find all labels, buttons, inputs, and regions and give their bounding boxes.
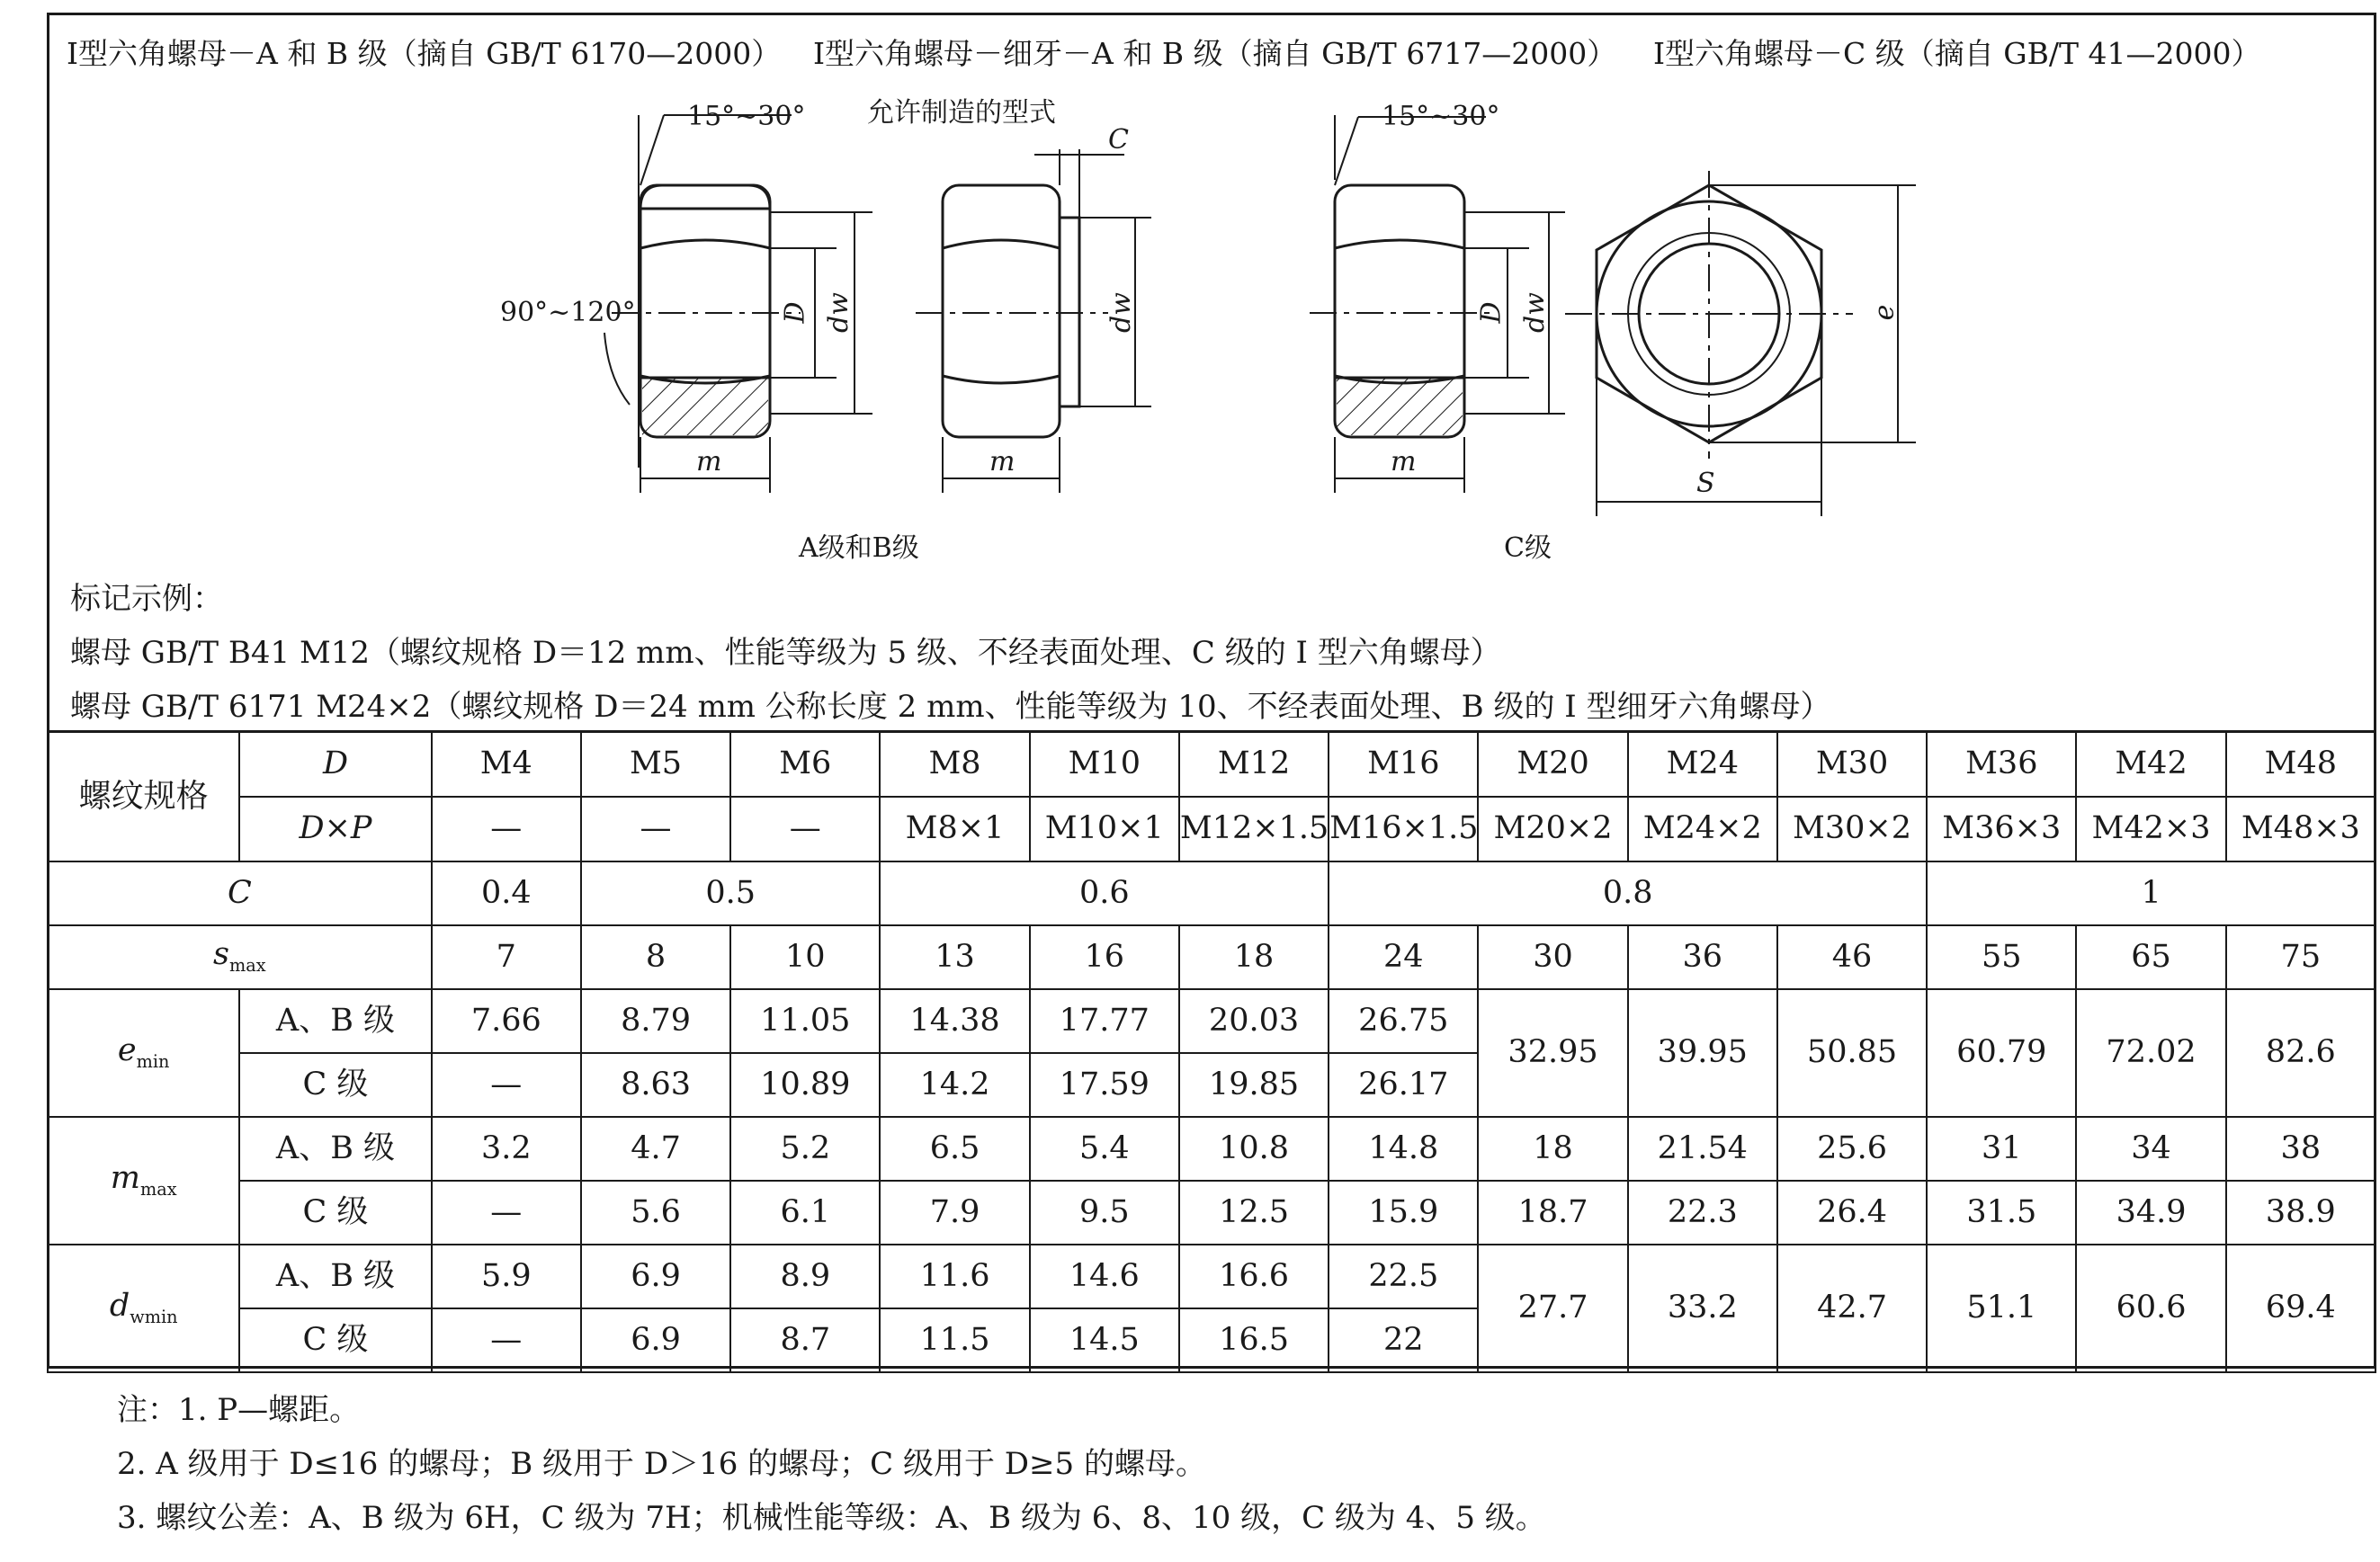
marking-example-title: 标记示例： [70, 581, 223, 617]
dim-S: S [1696, 468, 1715, 499]
note-3: 3. 螺纹公差：A、B 级为 6H，C 级为 7H；机械性能等级：A、B 级为 6、8、10 级，C 级为 4、5 级。 [117, 1500, 1546, 1536]
row-DxP-header: D×P [239, 797, 431, 861]
dim-e: e [1868, 304, 1901, 321]
cell: 6.9 [581, 1308, 730, 1372]
cell: — [432, 1308, 581, 1372]
row-s-header [48, 925, 432, 989]
cell: 42.7 [1777, 1245, 1927, 1372]
cell: — [581, 797, 730, 861]
header-fine-thread: Ⅰ型六角螺母－细牙－A 和 B 级（摘自 GB/T 6717—2000） [813, 36, 1617, 71]
s-symbol: s [213, 936, 230, 973]
dim-D-c: D [1475, 301, 1508, 324]
cell: M20 [1478, 732, 1627, 797]
cell: 9.5 [1030, 1181, 1179, 1245]
bearing-angle-label: 90°~120° [500, 297, 636, 328]
cell: M10 [1030, 732, 1179, 797]
cell: M8 [880, 732, 1029, 797]
header-c: Ⅰ型六角螺母－C 级（摘自 GB/T 41—2000） [1653, 36, 2261, 71]
grade-ab-label: A、B 级 [239, 989, 431, 1053]
cell: 5.4 [1030, 1117, 1179, 1181]
grade-c-label: C 级 [239, 1308, 431, 1372]
cell: — [432, 797, 581, 861]
cell: M36×3 [1927, 797, 2076, 861]
cell: M48×3 [2226, 797, 2376, 861]
cell: 38 [2226, 1117, 2376, 1181]
cell: M5 [581, 732, 730, 797]
cell: — [432, 1181, 581, 1245]
cell: 11.05 [730, 989, 880, 1053]
cell: 60.6 [2076, 1245, 2225, 1372]
cell: 6.1 [730, 1181, 880, 1245]
cell: 7.9 [880, 1181, 1029, 1245]
cell: 14.5 [1030, 1308, 1179, 1372]
cell: 26.75 [1329, 989, 1478, 1053]
nut-drawings [0, 0, 2380, 730]
cell: 10.8 [1179, 1117, 1329, 1181]
cell: M24 [1628, 732, 1777, 797]
cell: 22.5 [1329, 1245, 1478, 1308]
cell: 4.7 [581, 1117, 730, 1181]
cell: 17.59 [1030, 1053, 1179, 1117]
caption-ab: A级和B级 [799, 532, 919, 564]
marking-example-1: 螺母 GB/T B41 M12（螺纹规格 D＝12 mm、性能等级为 5 级、不经表面处理、C 级的 Ⅰ 型六角螺母） [70, 635, 1501, 671]
cell: 16.5 [1179, 1308, 1329, 1372]
cell: 25.6 [1777, 1117, 1927, 1181]
dw-subscript: wmin [130, 1306, 178, 1327]
cell: 14.8 [1329, 1117, 1478, 1181]
row-m-header [48, 1117, 239, 1245]
cell: M16 [1329, 732, 1478, 797]
note-1: 注：1. P—螺距。 [117, 1392, 361, 1428]
chamfer-dim-c: C [1108, 124, 1129, 156]
cell: M12×1.5 [1179, 797, 1329, 861]
chamfer-angle-label-c: 15°~30° [1382, 101, 1500, 132]
dim-dw-flanged: dw [1105, 292, 1137, 333]
cell: 15.9 [1329, 1181, 1478, 1245]
e-symbol: e [117, 1031, 137, 1068]
cell: 16.6 [1179, 1245, 1329, 1308]
cell: 72.02 [2076, 989, 2225, 1117]
cell: 7 [432, 925, 581, 989]
cell: M20×2 [1478, 797, 1627, 861]
cell: 0.4 [432, 861, 581, 925]
cell: 0.6 [880, 861, 1329, 925]
cell: 24 [1329, 925, 1478, 989]
dim-dw-ab: dw [822, 292, 854, 333]
cell: 0.5 [581, 861, 881, 925]
allowed-form-label: 允许制造的型式 [867, 97, 1056, 129]
cell: 8.7 [730, 1308, 880, 1372]
grade-c-label: C 级 [239, 1181, 431, 1245]
cell: 14.2 [880, 1053, 1029, 1117]
row-D-header: D [239, 732, 431, 797]
cell: 21.54 [1628, 1117, 1777, 1181]
cell: 17.77 [1030, 989, 1179, 1053]
m-subscript: max [139, 1178, 177, 1200]
cell: 8.79 [581, 989, 730, 1053]
dim-D-ab: D [779, 301, 811, 324]
thread-spec-header [48, 732, 239, 861]
cell: 75 [2226, 925, 2376, 989]
marking-example-2: 螺母 GB/T 6171 M24×2（螺纹规格 D＝24 mm 公称长度 2 mm、性能等级为 10、不经表面处理、B 级的 Ⅰ 型细牙六角螺母） [70, 689, 1831, 725]
cell: 7.66 [432, 989, 581, 1053]
cell: 18.7 [1478, 1181, 1627, 1245]
cell: M12 [1179, 732, 1329, 797]
dw-symbol: d [109, 1287, 130, 1324]
cell: 46 [1777, 925, 1927, 989]
cell: 8 [581, 925, 730, 989]
cell: 11.5 [880, 1308, 1029, 1372]
cell: 34 [2076, 1117, 2225, 1181]
cell: 32.95 [1478, 989, 1627, 1117]
cell: 55 [1927, 925, 2076, 989]
grade-ab-label: A、B 级 [239, 1117, 431, 1181]
cell: 26.17 [1329, 1053, 1478, 1117]
cell: 5.6 [581, 1181, 730, 1245]
cell: 16 [1030, 925, 1179, 989]
cell: 11.6 [880, 1245, 1029, 1308]
cell: 36 [1628, 925, 1777, 989]
m-symbol: m [110, 1159, 140, 1196]
cell: 5.9 [432, 1245, 581, 1308]
cell: M10×1 [1030, 797, 1179, 861]
grade-c-label: C 级 [239, 1053, 431, 1117]
cell: 22.3 [1628, 1181, 1777, 1245]
cell: 8.63 [581, 1053, 730, 1117]
cell: M16×1.5 [1329, 797, 1478, 861]
cell: 69.4 [2226, 1245, 2376, 1372]
cell: 13 [880, 925, 1029, 989]
cell: M24×2 [1628, 797, 1777, 861]
cell: M30 [1777, 732, 1927, 797]
cell: 22 [1329, 1308, 1478, 1372]
dim-m-c: m [1391, 446, 1417, 478]
cell: 14.38 [880, 989, 1029, 1053]
cell: 38.9 [2226, 1181, 2376, 1245]
cell: 30 [1478, 925, 1627, 989]
cell: 34.9 [2076, 1181, 2225, 1245]
cell: 3.2 [432, 1117, 581, 1181]
thread-spec-label: 螺纹规格 [78, 777, 209, 815]
cell: 1 [1927, 861, 2376, 925]
cell: M8×1 [880, 797, 1029, 861]
dim-dw-c: dw [1518, 292, 1551, 333]
row-e-header [48, 989, 239, 1117]
cell: 26.4 [1777, 1181, 1927, 1245]
grade-ab-label: A、B 级 [239, 1245, 431, 1308]
cell: M36 [1927, 732, 2076, 797]
cell: 0.8 [1329, 861, 1927, 925]
cell: 33.2 [1628, 1245, 1777, 1372]
chamfer-angle-label-ab: 15°~30° [687, 101, 806, 132]
cell: 27.7 [1478, 1245, 1627, 1372]
cell: 39.95 [1628, 989, 1777, 1117]
cell: 20.03 [1179, 989, 1329, 1053]
caption-c: C级 [1504, 532, 1552, 564]
cell: 50.85 [1777, 989, 1927, 1117]
cell: 10 [730, 925, 880, 989]
s-subscript: max [229, 955, 266, 977]
cell: 12.5 [1179, 1181, 1329, 1245]
spec-table [47, 730, 2376, 1373]
cell: 14.6 [1030, 1245, 1179, 1308]
cell: 18 [1179, 925, 1329, 989]
cell: 6.5 [880, 1117, 1029, 1181]
cell: 10.89 [730, 1053, 880, 1117]
cell: 6.9 [581, 1245, 730, 1308]
dim-m-ab: m [696, 446, 722, 478]
cell: 31 [1927, 1117, 2076, 1181]
cell: 5.2 [730, 1117, 880, 1181]
cell: 51.1 [1927, 1245, 2076, 1372]
row-dw-header [48, 1245, 239, 1372]
cell: M4 [432, 732, 581, 797]
cell: M6 [730, 732, 880, 797]
cell: M48 [2226, 732, 2376, 797]
cell: — [432, 1053, 581, 1117]
nut-top-view [1565, 171, 1916, 516]
cell: M42×3 [2076, 797, 2225, 861]
cell: M30×2 [1777, 797, 1927, 861]
row-C-header: C [48, 861, 432, 925]
cell: 60.79 [1927, 989, 2076, 1117]
dim-m-flanged: m [989, 446, 1016, 478]
cell: 82.6 [2226, 989, 2376, 1117]
cell: 19.85 [1179, 1053, 1329, 1117]
cell: 65 [2076, 925, 2225, 989]
cell: M42 [2076, 732, 2225, 797]
cell: 31.5 [1927, 1181, 2076, 1245]
cell: 8.9 [730, 1245, 880, 1308]
cell: 18 [1478, 1117, 1627, 1181]
e-subscript: min [136, 1050, 170, 1072]
cell: — [730, 797, 880, 861]
note-2: 2. A 级用于 D≤16 的螺母；B 级用于 D＞16 的螺母；C 级用于 D≥5 的螺母。 [117, 1446, 1206, 1482]
header-ab: Ⅰ型六角螺母－A 和 B 级（摘自 GB/T 6170—2000） [67, 36, 782, 71]
